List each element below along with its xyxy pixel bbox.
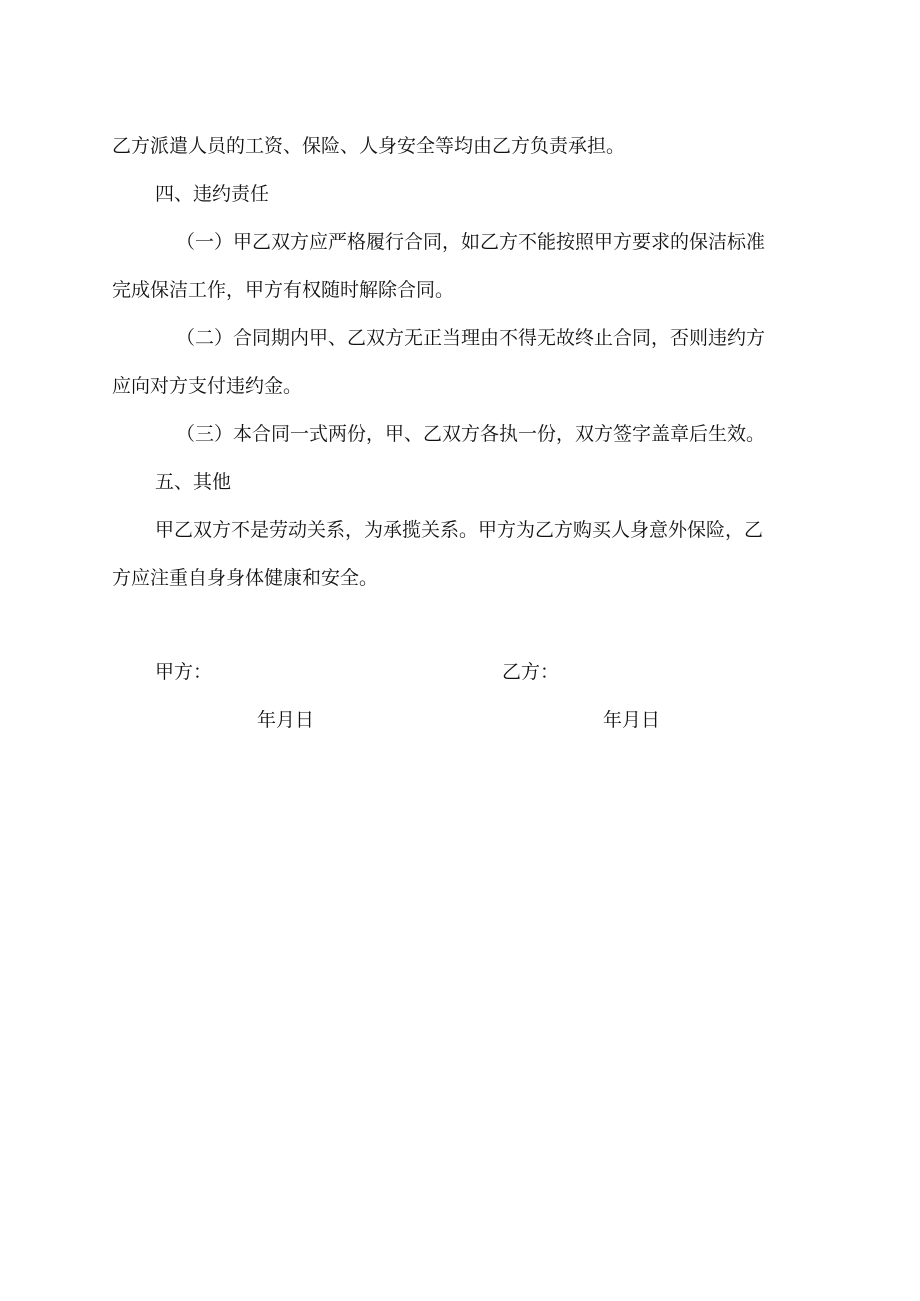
clause-line: （一）甲乙双方应严格履行合同，如乙方不能按照甲方要求的保洁标准 — [176, 231, 766, 253]
body-line: 乙方派遣人员的工资、保险、人身安全等均由乙方负责承担。 — [112, 135, 626, 157]
party-b-date: 年月日 — [603, 709, 661, 731]
date-row — [0, 705, 920, 745]
party-a-signature-label: 甲方： — [155, 661, 213, 683]
clause-line: （三）本合同一式两份，甲、乙双方各执一份，双方签字盖章后生效。 — [176, 423, 766, 445]
body-line: 甲乙双方不是劳动关系，为承揽关系。甲方为乙方购买人身意外保险，乙 — [155, 519, 764, 541]
party-b-signature-label: 乙方： — [502, 661, 560, 683]
clause-line: 完成保洁工作，甲方有权随时解除合同。 — [112, 279, 455, 301]
section-heading-breach: 四、违约责任 — [155, 183, 270, 205]
clause-line: （二）合同期内甲、乙双方无正当理由不得无故终止合同，否则违约方 — [176, 327, 766, 349]
contract-body — [112, 122, 802, 602]
clause-line: 应向对方支付违约金。 — [112, 375, 303, 397]
body-line: 方应注重自身身体健康和安全。 — [112, 567, 379, 589]
signature-row — [0, 657, 920, 697]
party-a-date: 年月日 — [257, 709, 315, 731]
section-heading-other: 五、其他 — [155, 471, 232, 493]
